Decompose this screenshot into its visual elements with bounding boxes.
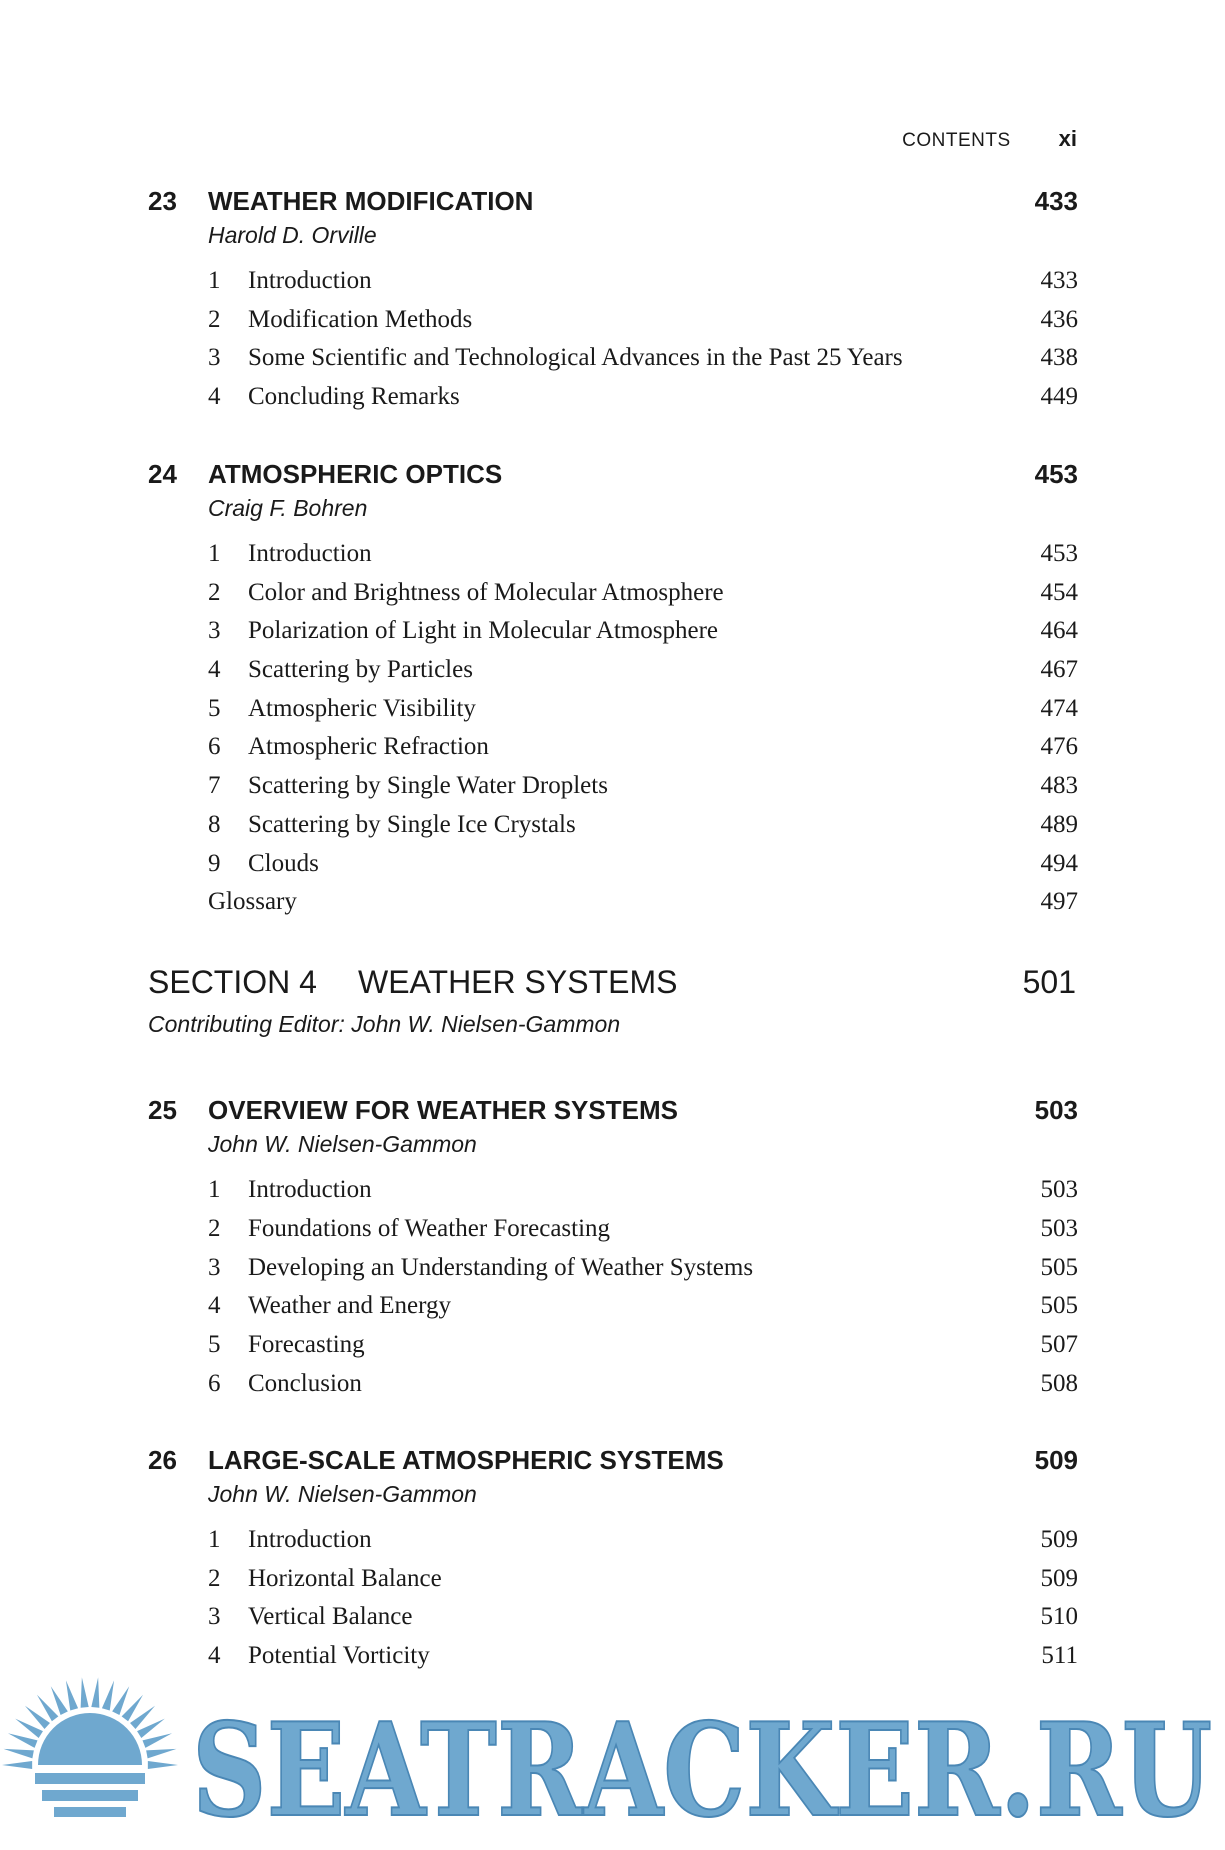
toc-entry[interactable]: [208, 1565, 1078, 1593]
entry-page: 467: [1040, 656, 1078, 683]
glossary-title: Glossary: [208, 888, 297, 915]
entry-title: Weather and Energy: [248, 1292, 451, 1319]
entry-number: 3: [208, 344, 221, 371]
entry-title: Forecasting: [248, 1331, 365, 1358]
entry-page: 509: [1040, 1565, 1078, 1592]
entry-number: 7: [208, 772, 221, 799]
entry-title: Concluding Remarks: [248, 383, 460, 410]
sun-logo-icon: [2, 1677, 178, 1817]
sun-ray: [91, 1677, 99, 1707]
entry-title: Introduction: [248, 1526, 372, 1553]
entry-page: 438: [1040, 344, 1078, 371]
sun-band: [54, 1807, 126, 1817]
entry-page: 507: [1040, 1331, 1078, 1358]
sun-ray: [3, 1749, 33, 1759]
entry-title: Developing an Understanding of Weather Systems: [248, 1254, 754, 1281]
toc-entry[interactable]: [208, 267, 1078, 295]
entry-number: 2: [208, 1215, 221, 1242]
entry-number: 4: [208, 656, 221, 683]
chapter-heading[interactable]: [148, 1445, 1078, 1476]
toc-entry[interactable]: [208, 1526, 1078, 1554]
toc-entry[interactable]: [208, 772, 1078, 800]
toc-entry[interactable]: [208, 1370, 1078, 1398]
chapter-author: John W. Nielsen-Gammon: [208, 1481, 477, 1507]
chapter-heading[interactable]: [148, 459, 1078, 490]
entry-title: Color and Brightness of Molecular Atmosphere: [248, 579, 724, 606]
entry-page: 464: [1040, 617, 1078, 644]
entry-number: 2: [208, 1565, 221, 1592]
glossary-entry[interactable]: [208, 888, 1078, 916]
entry-title: Some Scientific and Technological Advances in the Past 25 Years: [248, 344, 903, 371]
entry-page: 505: [1040, 1292, 1078, 1319]
entry-page: 503: [1040, 1215, 1078, 1242]
watermark: [0, 1670, 1225, 1850]
running-head-label: CONTENTS: [902, 130, 1011, 151]
chapter-page: 433: [1034, 186, 1078, 216]
entry-title: Atmospheric Refraction: [248, 733, 489, 760]
entry-page: 433: [1040, 267, 1078, 294]
toc-entry[interactable]: [208, 579, 1078, 607]
toc-entry[interactable]: [208, 1176, 1078, 1204]
toc-entry[interactable]: [208, 306, 1078, 334]
entry-title: Clouds: [248, 850, 319, 877]
chapter-page: 503: [1034, 1095, 1078, 1125]
toc-entry[interactable]: [208, 811, 1078, 839]
sun-ray: [2, 1761, 32, 1769]
toc-entry[interactable]: [208, 540, 1078, 568]
toc-entry[interactable]: [208, 1215, 1078, 1243]
entry-number: 3: [208, 1603, 221, 1630]
section-editor: Contributing Editor: John W. Nielsen-Gammon: [148, 1011, 621, 1037]
entry-page: 508: [1040, 1370, 1078, 1397]
section-heading[interactable]: [148, 964, 1076, 1001]
entry-number: 4: [208, 383, 221, 410]
chapter-page: 453: [1034, 459, 1078, 489]
entry-page: 489: [1040, 811, 1078, 838]
entry-number: 2: [208, 579, 221, 606]
toc-entry[interactable]: [208, 1254, 1078, 1282]
toc-entry[interactable]: [208, 617, 1078, 645]
entry-page: 474: [1040, 695, 1078, 722]
entry-title: Conclusion: [248, 1370, 362, 1397]
sun-band: [42, 1790, 138, 1801]
entry-number: 5: [208, 1331, 221, 1358]
entry-number: 4: [208, 1642, 221, 1669]
chapter-title: LARGE-SCALE ATMOSPHERIC SYSTEMS: [208, 1445, 724, 1475]
entry-page: 511: [1041, 1642, 1078, 1669]
entry-number: 9: [208, 850, 221, 877]
entry-title: Introduction: [248, 267, 372, 294]
entry-page: 476: [1040, 733, 1078, 760]
toc-entry[interactable]: [208, 1642, 1078, 1670]
toc-entry[interactable]: [208, 383, 1078, 411]
chapter-title: ATMOSPHERIC OPTICS: [208, 459, 503, 489]
entry-title: Introduction: [248, 540, 372, 567]
toc-entry[interactable]: [208, 850, 1078, 878]
sun-top-half: [38, 1713, 142, 1765]
running-head-page-number: xi: [1058, 126, 1077, 151]
entry-number: 2: [208, 306, 221, 333]
entry-page: 509: [1040, 1526, 1078, 1553]
entry-title: Scattering by Particles: [248, 656, 473, 683]
sun-ray: [8, 1733, 38, 1748]
entry-number: 1: [208, 1176, 221, 1203]
sun-ray: [112, 1686, 129, 1715]
entry-title: Scattering by Single Water Droplets: [248, 772, 608, 799]
section-label: SECTION 4: [148, 964, 317, 1000]
entry-page: 503: [1040, 1176, 1078, 1203]
chapter-heading[interactable]: [148, 1095, 1078, 1126]
entry-page: 454: [1040, 579, 1078, 606]
entry-number: 8: [208, 811, 221, 838]
entry-number: 1: [208, 1526, 221, 1553]
entry-title: Polarization of Light in Molecular Atmosphere: [248, 617, 719, 644]
section-title: WEATHER SYSTEMS: [358, 964, 678, 1000]
entry-title: Vertical Balance: [248, 1603, 413, 1630]
toc-entry[interactable]: [208, 344, 1078, 372]
sun-ray: [148, 1761, 178, 1769]
sun-ray: [66, 1680, 78, 1710]
entry-page: 483: [1040, 772, 1078, 799]
entry-number: 5: [208, 695, 221, 722]
entry-number: 1: [208, 267, 221, 294]
entry-page: 453: [1040, 540, 1078, 567]
entry-page: 494: [1040, 850, 1078, 877]
entry-title: Introduction: [248, 1176, 372, 1203]
chapter-author: John W. Nielsen-Gammon: [208, 1131, 477, 1157]
chapter-number: 23: [148, 186, 177, 216]
chapter-page: 509: [1034, 1445, 1078, 1475]
entry-title: Potential Vorticity: [248, 1642, 430, 1669]
entry-number: 3: [208, 617, 221, 644]
toc-entry[interactable]: [208, 695, 1078, 723]
watermark-text: SEATRACKER.RU: [192, 1696, 1212, 1846]
sun-band: [35, 1773, 145, 1784]
chapter-title: WEATHER MODIFICATION: [208, 186, 534, 216]
sun-ray: [142, 1733, 172, 1748]
entry-title: Horizontal Balance: [248, 1565, 442, 1592]
chapter-author: Harold D. Orville: [208, 222, 377, 248]
entry-page: 449: [1040, 383, 1078, 410]
entry-title: Modification Methods: [248, 306, 473, 333]
entry-page: 505: [1040, 1254, 1078, 1281]
chapter-heading[interactable]: [148, 186, 1078, 217]
entry-number: 1: [208, 540, 221, 567]
toc-entry[interactable]: [208, 1331, 1078, 1359]
running-head: [902, 126, 1077, 152]
sun-ray: [81, 1677, 89, 1707]
entry-page: 436: [1040, 306, 1078, 333]
entry-number: 4: [208, 1292, 221, 1319]
section-page: 501: [1022, 964, 1076, 1000]
entry-page: 510: [1040, 1603, 1078, 1630]
entry-title: Scattering by Single Ice Crystals: [248, 811, 576, 838]
sun-ray: [51, 1686, 68, 1715]
entry-title: Atmospheric Visibility: [248, 695, 476, 722]
toc-entry[interactable]: [208, 1603, 1078, 1631]
entry-title: Foundations of Weather Forecasting: [248, 1215, 611, 1242]
chapter-number: 25: [148, 1095, 177, 1125]
toc-entry[interactable]: [208, 733, 1078, 761]
chapter-title: OVERVIEW FOR WEATHER SYSTEMS: [208, 1095, 678, 1125]
chapter-author: Craig F. Bohren: [208, 495, 368, 521]
sun-ray: [102, 1680, 114, 1710]
glossary-page: 497: [1040, 888, 1078, 915]
entry-number: 3: [208, 1254, 221, 1281]
entry-number: 6: [208, 1370, 221, 1397]
toc-entry[interactable]: [208, 1292, 1078, 1320]
toc-entry[interactable]: [208, 656, 1078, 684]
sun-ray: [146, 1749, 176, 1759]
chapter-number: 24: [148, 459, 177, 489]
entry-number: 6: [208, 733, 221, 760]
chapter-number: 26: [148, 1445, 177, 1475]
